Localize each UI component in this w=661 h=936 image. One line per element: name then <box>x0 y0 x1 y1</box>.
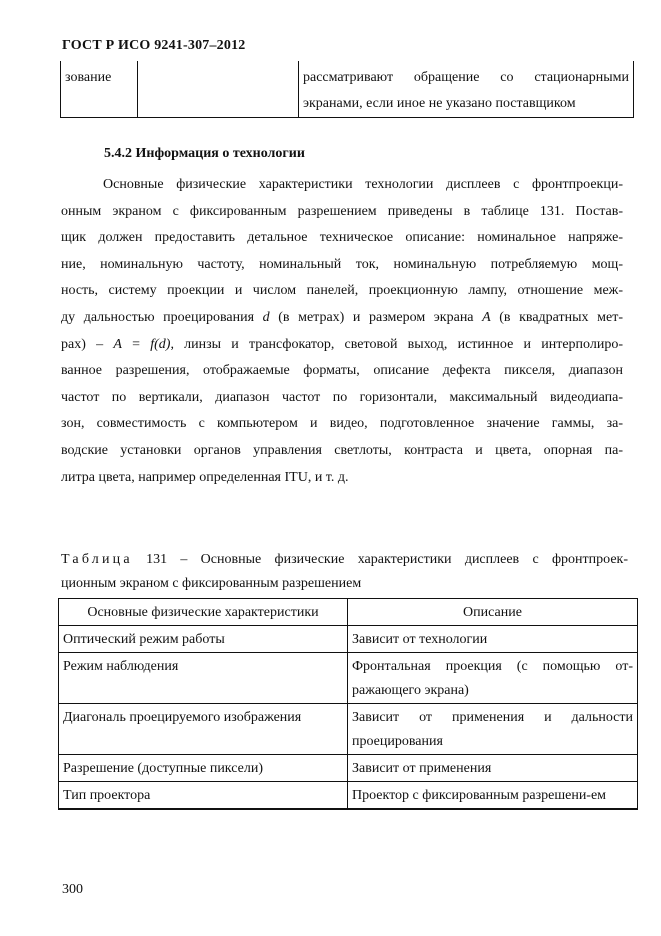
table-row <box>59 626 638 653</box>
table-cell <box>299 61 634 118</box>
continued-table <box>60 61 634 118</box>
table-row <box>61 61 634 118</box>
table-caption-title-cont: ционным экраном с фиксированным разрешением <box>61 576 362 591</box>
description-cell: Зависит от применения <box>348 755 638 782</box>
paragraph-line: литра цвета, например определенная ITU, и т. д. <box>61 469 349 485</box>
paragraph-line: Основные физические характеристики технологии дисплеев с фронтпроекци- <box>103 177 623 192</box>
paragraph-line: ванное разрешения, отображаемые форматы, описание дефекта пикселя, диапазон <box>61 363 623 379</box>
paragraph-line: ность, систему проекции и числом панелей, проекционную лампу, отношение меж- <box>61 283 623 299</box>
paragraph-line: щик должен предоставить детальное техническое описание: номинальное напряже- <box>61 230 623 246</box>
paragraph-line: ду дальностью проецирования d (в метрах) и размером экрана A (в квадратных мет- <box>61 309 623 325</box>
table-caption-title: 131 – Основные физические характеристики дисплеев с фронтпроек- <box>146 552 628 567</box>
characteristic-cell: Разрешение (доступные пиксели) <box>59 755 348 782</box>
characteristic-cell: Диагональ проецируемого изображения <box>59 704 348 755</box>
table-caption <box>61 548 628 596</box>
paragraph-line: рах) – A = f(d), линзы и трансфокатор, световой выход, истинное и интерполиро- <box>61 336 623 352</box>
description-cell: Фронтальная проекция (с помощью от-ражающего экрана) <box>348 653 638 704</box>
description-cell: Проектор с фиксированным разрешени-ем <box>348 782 638 810</box>
document-header-title: ГОСТ Р ИСО 9241-307–2012 <box>62 38 246 53</box>
column-header: Основные физические характеристики <box>59 599 348 626</box>
table-cell <box>138 61 299 118</box>
paragraph-line: ние, номинальную частоту, номинальный ток, номинальную потребляемую мощ- <box>61 256 623 272</box>
table-row <box>59 704 638 755</box>
paragraph-line: зон, совместимость с компьютером и видео, подготовленное значение гаммы, за- <box>61 416 623 432</box>
paragraph-line: онным экраном с фиксированным разрешением приведены в таблице 131. Постав- <box>61 203 623 219</box>
characteristic-cell: Тип проектора <box>59 782 348 810</box>
column-header: Описание <box>348 599 638 626</box>
section-heading: 5.4.2 Информация о технологии <box>104 146 305 161</box>
section-paragraph <box>61 172 623 491</box>
characteristic-cell: Оптический режим работы <box>59 626 348 653</box>
characteristics-table <box>58 598 638 810</box>
table-row <box>59 755 638 782</box>
description-cell: Зависит от технологии <box>348 626 638 653</box>
cell-line: экранами, если иное не указано поставщиком <box>303 96 576 111</box>
page-number: 300 <box>62 882 83 897</box>
table-row <box>59 782 638 810</box>
paragraph-line: водские установки органов управления светлоты, контраста и цвета, опорная па- <box>61 442 623 458</box>
description-cell: Зависит от применения и дальности проецирования <box>348 704 638 755</box>
paragraph-line: частот по вертикали, диапазон частот по горизонтали, максимальный видеодиапа- <box>61 389 623 405</box>
table-row <box>59 653 638 704</box>
table-cell: зование <box>61 61 138 118</box>
characteristic-cell: Режим наблюдения <box>59 653 348 704</box>
table-header-row <box>59 599 638 626</box>
table-caption-label: Таблица <box>61 552 133 567</box>
cell-line: рассматривают обращение со стационарными <box>303 70 629 85</box>
